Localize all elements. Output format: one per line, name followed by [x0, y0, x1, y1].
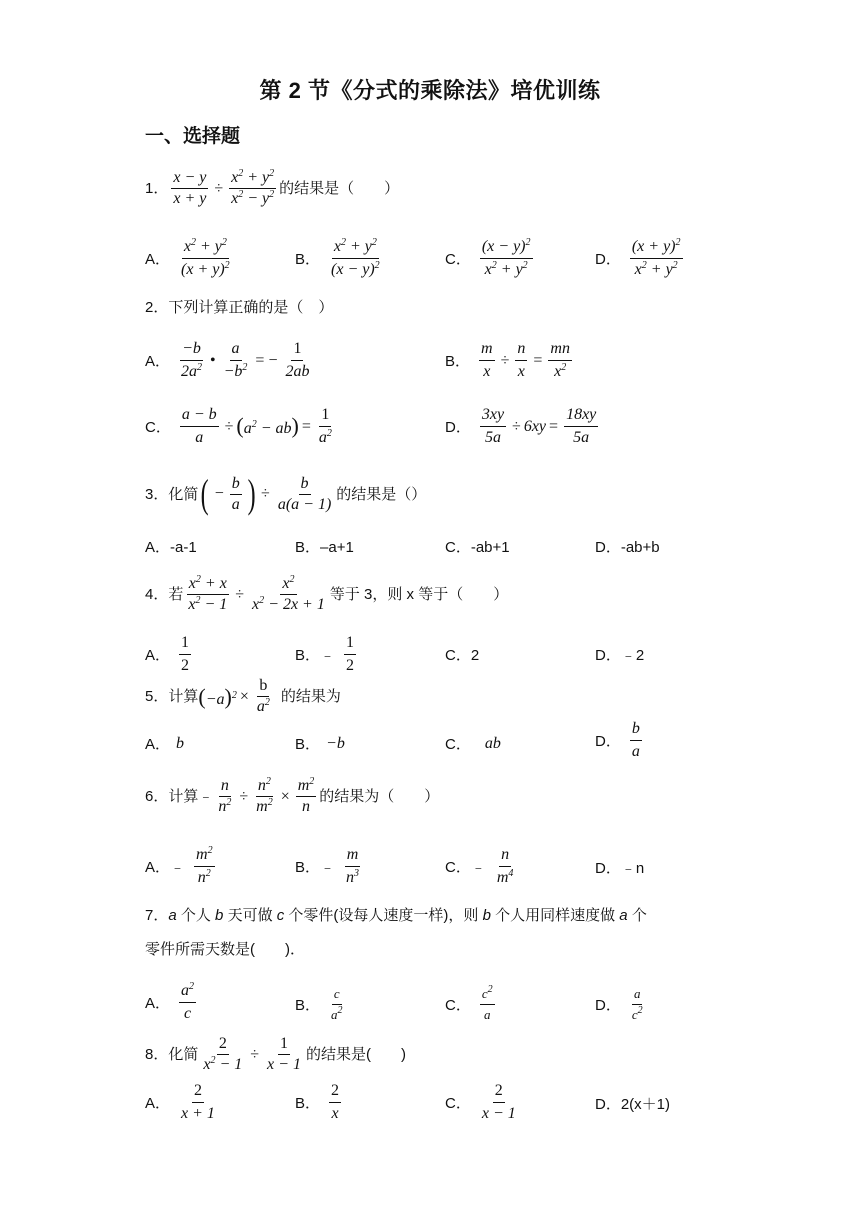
q3-option-b[interactable]: B．–a+1 [295, 539, 354, 556]
q5-option-d[interactable]: D． $\frac{b}{a}$ [595, 720, 640, 760]
q6-option-a[interactable]: A．﹣ $\frac{m^2}{n^2}$ [145, 845, 213, 886]
question-6: 6． 计算﹣ $\frac{n}{n^2}$ ÷ $\frac{n^2}{m^2}$ × $\frac{m^2}{n}$ 的结果为（ ） [145, 776, 440, 815]
question-3: 3． 化简 ( − $\frac{b}{a}$ ) ÷ $\frac{b}{a(a - 1)}$ 的结果是（） [145, 471, 427, 516]
q4-option-a[interactable]: A． $\frac{1}{2}$ [145, 634, 190, 674]
q8-option-d[interactable]: D．2(x＋1) [595, 1096, 671, 1113]
q2-option-d[interactable]: D． $\frac{3xy}{5a}$ ÷ 6xy = $\frac{18xy}{5a}$ [445, 406, 597, 446]
q1-option-a[interactable]: A． $\frac{x^2 + y^2}{(x + y)^2}$ [145, 237, 230, 278]
q1-option-c[interactable]: C． $\frac{(x - y)^2}{x^2 + y^2}$ [445, 237, 531, 278]
q7-option-c[interactable]: C． $\frac{c^2}{a}$ [445, 984, 493, 1022]
q3-option-a[interactable]: A．-a-1 [145, 539, 197, 556]
q8-option-a[interactable]: A． $\frac{2}{x + 1}$ [145, 1082, 215, 1122]
q2-option-a[interactable]: A． $\frac{-b}{2a^2}$ • $\frac{a}{-b^2}$ = − $\frac{1}{2ab}$ [145, 340, 310, 380]
q7-option-b[interactable]: B． $\frac{c}{a^2}$ [295, 986, 343, 1022]
q2-option-b[interactable]: B． $\frac{m}{x}$ ÷ $\frac{n}{x}$ = $\frac{mn}{x^2}$ [445, 340, 570, 380]
page-title: 第 2 节《分式的乘除法》培优训练 [259, 78, 601, 103]
q2-option-c[interactable]: C． $\frac{a - b}{a}$ ÷ $(a^2 - ab)$ = $\frac{1}{a^2}$ [145, 406, 332, 446]
q8-option-b[interactable]: B． $\frac{2}{x}$ [295, 1082, 340, 1122]
q1-option-d[interactable]: D． $\frac{(x + y)^2}{x^2 + y^2}$ [595, 237, 681, 278]
q3-option-c[interactable]: C．-ab+1 [445, 539, 510, 556]
q4-option-d[interactable]: D．﹣2 [595, 647, 645, 664]
q6-option-d[interactable]: D．﹣n [595, 860, 645, 877]
question-5: 5． 计算 $(-a)^2$ × $\frac{b}{a^2}$ 的结果为 [145, 677, 341, 715]
q5-option-b[interactable]: B． −b [295, 734, 345, 753]
question-2: 2． 下列计算正确的是（ ） [145, 299, 334, 316]
q7-option-d[interactable]: D． $\frac{a}{c^2}$ [595, 986, 643, 1022]
q8-option-c[interactable]: C． $\frac{2}{x - 1}$ [445, 1082, 516, 1122]
q5-option-c[interactable]: C． ab [445, 734, 501, 753]
section-heading: 一、选择题 [145, 126, 241, 147]
question-7-line-2: 零件所需天数是( )． [145, 941, 305, 958]
q4-option-b[interactable]: B．﹣ $\frac{1}{2}$ [295, 634, 355, 674]
question-4: 4． 若 $\frac{x^2 + x}{x^2 - 1}$ ÷ $\frac{x^2}{x^2 - 2x + 1}$ 等于 3，则 x 等于（ ） [145, 574, 509, 613]
question-8: 8． 化简 $\frac{2}{x^2 - 1}$ ÷ $\frac{1}{x - 1}$ 的结果是( ) [145, 1035, 406, 1073]
question-7-line-1: 7． a 个人 b 天可做 c 个零件(设每人速度一样)，则 b 个人用同样速度做 a 个 [145, 907, 647, 924]
q6-option-b[interactable]: B．﹣ $\frac{m}{n^3}$ [295, 846, 360, 886]
q4-option-c[interactable]: C．2 [445, 647, 480, 664]
q7-option-a[interactable]: A． $\frac{a^2}{c}$ [145, 981, 195, 1022]
q3-option-d[interactable]: D．-ab+b [595, 539, 660, 556]
question-1: 1． $\frac{x - y}{x + y}$ ÷ $\frac{x^2 + y^2}{x^2 - y^2}$ 的结果是（ ） [145, 168, 400, 207]
q5-option-a[interactable]: A． b [145, 734, 185, 753]
q1-option-b[interactable]: B． $\frac{x^2 + y^2}{(x - y)^2}$ [295, 237, 380, 278]
q6-option-c[interactable]: C．﹣ $\frac{n}{m^4}$ [445, 846, 514, 886]
